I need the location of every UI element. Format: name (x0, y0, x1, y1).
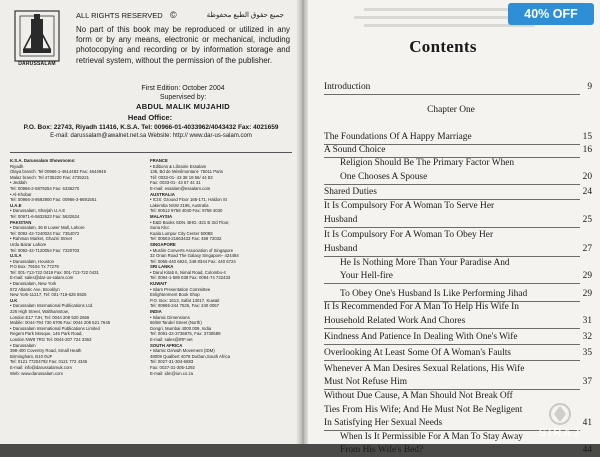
copyright-notice: No part of this book may be reproduced or utilized in any form or by any means, electronic or mechanical, including photocopying and recording or by information storage and retrieval system, without the permission of the publisher. (76, 25, 290, 65)
branch-line: London NW8 7RG Tel: 0044-207 724 3363 (10, 337, 92, 342)
branch-line: Regent Park Mosque, 146 Park Road, (10, 331, 83, 337)
branch-line: • Islam Presentation Committee (150, 287, 292, 293)
branch-line: Mobile: 0044-794 730 6706 Fax: 0044 208 521 7645 (10, 320, 111, 326)
branch-line: K.S.A. Darussalam Showrooms: (10, 158, 76, 163)
branch-line: INDIA (150, 309, 162, 315)
branch-line: • Rahman Market, Ghazni Street (10, 236, 150, 242)
toc-entry-title: Religion Should Be The Primary Factor When (340, 158, 515, 168)
head-office-web: E-mail: darussalam@awalnet.net.sa Website: http:// www.dar-us-salam.com (50, 133, 252, 139)
branch-line: 572 Atlantic Ave, Brooklyn (10, 286, 60, 292)
toc-entry-title: It Is Recommended For A Man To Help His Wife In (324, 302, 519, 312)
toc-entry (324, 346, 592, 360)
toc-rule (324, 94, 580, 95)
toc-entry-page: 15 (582, 132, 592, 142)
toc-entry (324, 256, 592, 270)
toc-entry-page: 35 (582, 348, 592, 358)
toc-entry (324, 170, 592, 184)
discount-badge[interactable]: 40% OFF (508, 3, 594, 25)
branch-line: Birmingham, B10 0UF (10, 353, 53, 359)
branch-line: Suria Klcc (150, 225, 170, 231)
branch-line: E-mail: sales@dar-us-salam.com (10, 275, 74, 281)
toc-entry-title: Shared Duties (324, 187, 377, 197)
branch-line: 135, Bd de Ménilmontant- 75011 Paris (150, 169, 224, 175)
toc-entry-page: 9 (587, 82, 592, 92)
branch-line: U.K (10, 297, 18, 303)
branch-line: Tel: 00965-244 7526, Fax: 240 0057 (150, 303, 220, 309)
branch-line: Riyadh (10, 163, 24, 169)
branch-line: • Islamic Dimensions (150, 315, 292, 321)
branch-line: • Darussalam (10, 343, 150, 349)
branch-line: • ICIS: Ground Floor 165-171, Haldon St (150, 197, 292, 203)
branch-line: • Darussalam, 36 B Lower Mall, Lahore (10, 225, 150, 231)
rights-label: ALL RIGHTS RESERVED (76, 11, 163, 20)
toc-rule (324, 328, 580, 329)
toc-entry (324, 375, 592, 389)
branch-line: P.O Box: 79194 Tx 77279 (10, 264, 59, 270)
branch-line: Dongri, Mumbai 4000 009, India (150, 325, 212, 331)
branch-line: P.O. Box: 1613, Safat 13017, Kuwait (150, 297, 220, 303)
branch-line: • Darussalam, Houston (10, 259, 150, 265)
branch-line: U.A.E (10, 202, 22, 208)
branch-line: SOUTH AFRICA (150, 342, 183, 348)
toc-entry-page: 32 (582, 332, 592, 342)
branch-line: U.S.A (10, 253, 22, 259)
toc-entry-page: 29 (582, 289, 592, 299)
branch-line: Olaya branch: Tel 00966-1-4614483 Fax: 4644945 (10, 169, 106, 175)
toc-entry-title: Ties From His Wife; And He Must Not Be Negligent (324, 405, 523, 415)
contents-page (308, 0, 600, 455)
toc-entry (324, 443, 592, 457)
copyright-page (0, 0, 300, 444)
branch-line: E-mail: info@darussalamuk.com (10, 364, 72, 370)
logo-caption: DARUSSALAM (18, 61, 56, 67)
branch-line: • Al-Khobar (10, 192, 150, 198)
edition-date: First Edition: October 2004 (141, 85, 225, 92)
toc-entry (324, 330, 592, 344)
toc-entry-page: 20 (582, 172, 592, 182)
toc-entry-page: 31 (582, 316, 592, 326)
page-title: Contents (409, 37, 477, 56)
branch-line: Fax: 0027-31-305-1292 (150, 364, 195, 370)
toc-entry-page: 29 (582, 271, 592, 281)
divider (10, 152, 292, 153)
branch-line: Tel: 0094-1-589 038 Fax: 0094-74 722433 (150, 275, 231, 281)
branch-line: E-mail: essalam@essalam.com (150, 185, 211, 191)
edition-block (76, 84, 290, 111)
toc-entry-title: Chapter One (427, 105, 475, 115)
branch-line: AUSTRALIA (150, 191, 175, 197)
branch-line: Tel: 001-713-722 0419 Fax: 001-713-722 0431 (10, 269, 99, 275)
toc-entry-title: Without Due Cause, A Man Should Not Break Off (324, 391, 513, 401)
branch-line: E-mail: sales@IRF.net (150, 337, 193, 342)
branch-line: Tel: 0065-440 6924, 348 8344 Fax: 440 6724 (150, 258, 236, 264)
toc-entry (324, 103, 592, 117)
copyright-symbol: © (170, 10, 177, 20)
toc-entry (324, 242, 592, 256)
branch-line: • Jeddah (10, 180, 150, 186)
toc-entry-title: A Sound Choice (324, 145, 386, 155)
branch-line: Tel: 0091-22-3736875, Fax: 3730689 (150, 331, 221, 337)
branch-line: • Darul Kitab 6, Nimal Road, Colombo-4 (150, 270, 292, 276)
toc-entry-title: Husband (324, 244, 358, 254)
branch-line: • Darussalam International Publications Ltd. (10, 303, 150, 309)
branch-line: • Darussalam, New York (10, 281, 150, 287)
branch-line: Fax: 0033-01- 43 57 44 31 (150, 180, 201, 186)
branch-line: • Darussalam, Sharjah U.A.E (10, 208, 150, 214)
branch-line: • Editions & Librairie Essalam (150, 164, 292, 170)
toc-rule (324, 360, 580, 361)
branch-line: FRANCE (150, 158, 168, 163)
branch-list-left (10, 158, 150, 376)
toc-entry-page: 44 (582, 445, 592, 455)
branch-list-right (150, 158, 292, 376)
toc-entry (324, 213, 592, 227)
toc-entry (324, 300, 592, 314)
branch-line: Tel: 0092-42-7240024 Fax: 7354072 (10, 230, 80, 236)
toc-entry-page: 16 (582, 145, 592, 155)
branch-line: Tel: 0092-42-7120054 Fax: 7320703 (10, 247, 80, 253)
branch-line: Enlightenment Book Shop (150, 292, 200, 298)
branch-line: 56/58 Tandel Street (North) (150, 320, 202, 326)
rights-line (76, 11, 284, 21)
toc-entry (324, 287, 592, 301)
toc-entry-title: Household Related Work And Chores (324, 316, 466, 326)
toc-entry-title: One Chooses A Spouse (340, 172, 428, 182)
branch-line: MALAYSIA (150, 213, 173, 219)
toc-entry-title: Whenever A Man Desires Sexual Relations, His Wife (324, 364, 525, 374)
watermark (526, 401, 594, 441)
branch-line: 226 High Street, Walthamstow, (10, 309, 69, 315)
toc-entry (324, 156, 592, 170)
toc-entry-title: He Is Nothing More Than Your Paradise And (340, 258, 510, 268)
branch-line: KUWAIT (150, 281, 167, 287)
toc-entry (324, 314, 592, 328)
publisher-logo-icon (14, 10, 60, 62)
toc-entry-title: The Foundations Of A Happy Marriage (324, 132, 472, 142)
branch-line: SINGAPORE (150, 241, 176, 247)
toc-entry-title: In Satisfying Her Sexual Needs (324, 418, 443, 428)
branch-line: 48009 Qualbert 4078 Durban,South Africa (150, 353, 231, 359)
branch-line: 32 Onan Road The Galaxy Singapore- 424484 (150, 253, 239, 259)
toc-entry-title: From His Wife's Bed? (340, 445, 424, 455)
branch-line: Lakemba NSW 2195, Australia (150, 202, 209, 208)
toc-entry-page: 37 (582, 377, 592, 387)
head-office-phone: P.O. Box: 22743, Riyadh 11416, K.S.A. Tel: 00966-01-4033962/4043432 Fax: 4021659 (23, 124, 279, 131)
toc-entry (324, 143, 592, 157)
branch-line: Web: www.darussalam.com (10, 370, 63, 376)
branch-line: Tel: 0027-31-304-6883 (150, 359, 194, 365)
toc-entry-page: 24 (582, 187, 592, 197)
branch-line: Malaz branch: Tel 4735220 Fax: 4735221 (10, 174, 89, 180)
branch-line: Tél: 0033-01- 43 38 19 56/ 44 83 (150, 174, 213, 180)
branch-line: PAKISTAN (10, 219, 32, 225)
rights-arabic: جميع حقوق الطبع محفوظة (206, 12, 284, 19)
toc-entry (324, 362, 592, 376)
branch-line: New York-11217, Tel: 001-718-625 5925 (10, 292, 87, 298)
watermark-label: SIRAJ (538, 427, 582, 439)
toc-entry (324, 228, 592, 242)
branch-line: • Darussalam International Publications Limited (10, 326, 150, 332)
toc-entry-page: 41 (582, 418, 592, 428)
branch-line: Tel: 00966-3-8692900 Fax: 00966-3-8691551 (10, 197, 97, 203)
branch-line: SRI LANKA (150, 264, 174, 270)
watermark-emblem-icon (526, 401, 594, 429)
head-office-address (10, 124, 292, 140)
toc-entry-title: When Is It Permissible For A Man To Stay Away (340, 432, 523, 442)
toc-entry-title: Must Not Refuse Him (324, 377, 408, 387)
head-office-heading: Head Office: (127, 113, 173, 122)
toc-entry-title: To Obey One's Husband Is Like Performing Jihad (340, 289, 528, 299)
branch-line: E-mail: idm@ion.co.za (150, 370, 194, 376)
branch-line: Tel: 00966-2-6879254 Fax: 6336270 (10, 185, 80, 191)
branch-line: Urdu Bazar Lahore (10, 241, 47, 247)
branch-line: Tel: 00603-21663433 Fax: 459 72032 (150, 236, 222, 242)
toc-entry-page: 25 (582, 215, 592, 225)
toc-entry-title: Introduction (324, 82, 371, 92)
branch-line: Kuala Lumpur City Center 50088 (150, 230, 213, 236)
toc-entry (324, 269, 592, 283)
toc-entry-title: Kindness And Patience In Dealing With One's Wife (324, 332, 518, 342)
branch-line: • E&D Books SDN. BHD.-321 B 3rd Floor, (150, 220, 292, 226)
supervisor-name: ABDUL MALIK MUJAHID (136, 102, 230, 111)
branch-line: Tel: 0121 77204792 Fax: 0121 772 4345 (10, 359, 88, 365)
toc-rule (324, 283, 580, 284)
toc-entry-title: Your Hell-fire (340, 271, 393, 281)
branch-line: 398-400 Coventry Road, Small Heath (10, 348, 82, 354)
toc-entry-page: 27 (582, 244, 592, 254)
toc-entry (324, 199, 592, 213)
toc-entry (324, 130, 592, 144)
toc-entry-title: It Is Compulsory For A Woman To Serve Her (324, 201, 495, 211)
toc-rule (324, 344, 580, 345)
branch-line: Tel: 00612 9758 4040 Fax: 9758 4030 (150, 208, 223, 214)
toc-entry-title: Overlooking At Least Some Of A Woman's Faults (324, 348, 511, 358)
branch-line: Tel: 00971-6-5632623 Fax: 5632624 (10, 213, 80, 219)
toc-entry (324, 185, 592, 199)
supervised-label: Supervised by: (159, 94, 207, 101)
toc-entry (324, 80, 592, 94)
branch-line: • Muslim Converts Association of Singapore (150, 248, 292, 254)
branch-line: • Islamic Da'wah Movement (IDM) (150, 348, 292, 354)
toc-entry-title: Husband (324, 215, 358, 225)
branch-line: London E17 7JH, Tel: 0044 208 520 2666 (10, 314, 90, 320)
toc-entry-title: It Is Compulsory For A Woman To Obey Her (324, 230, 494, 240)
